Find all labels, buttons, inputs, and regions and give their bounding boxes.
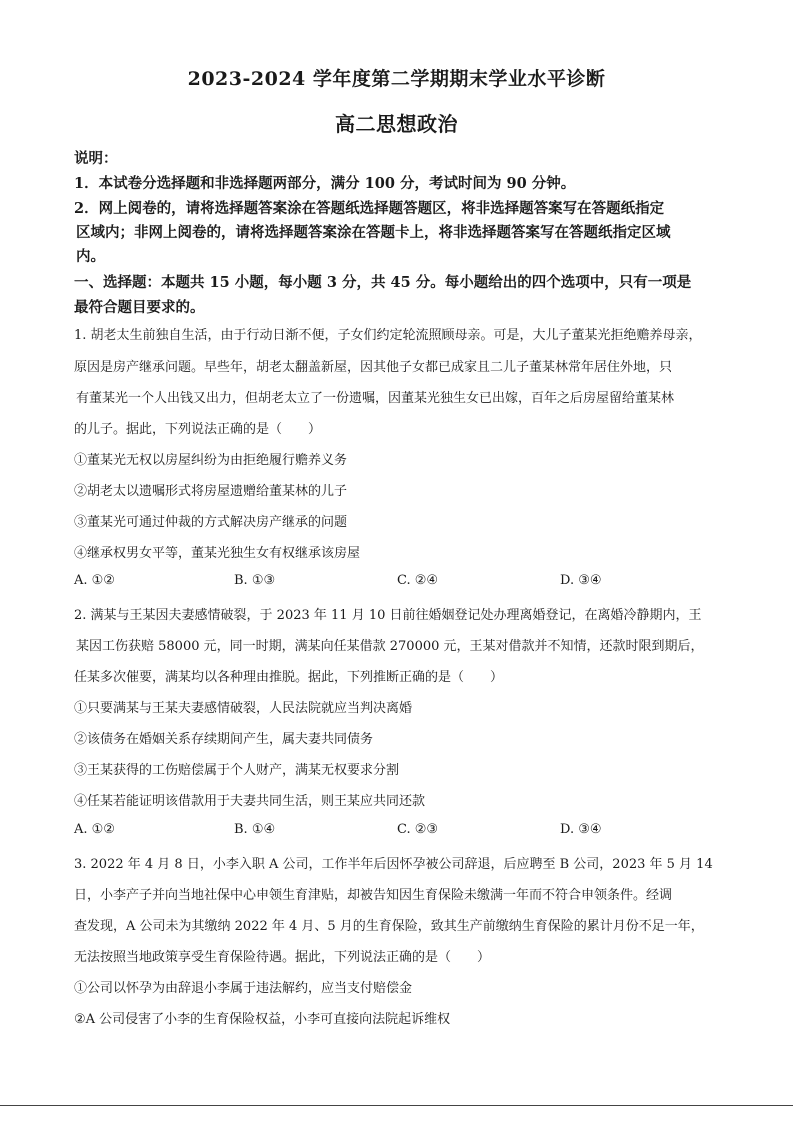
exam-subject: 高二思想政治 <box>335 112 458 136</box>
note-2-line-1: 2．网上阅卷的，请将选择题答案涂在答题纸选择题答题区，将非选择题答案写在答题纸指定 <box>74 200 665 217</box>
q1-stem-line-4: 的儿子。据此，下列说法正确的是（ ） <box>74 422 322 437</box>
q2-option-d[interactable]: D. ③④ <box>560 822 602 837</box>
q2-option-b[interactable]: B. ①④ <box>234 822 276 837</box>
q1-option-a[interactable]: A. ①② <box>74 573 115 588</box>
q1-statement-1: ①董某光无权以房屋纠纷为由拒绝履行赡养义务 <box>74 453 348 468</box>
q1-stem-line-3: 有董某光一个人出钱又出力，但胡老太立了一份遗嘱，因董某光独生女已出嫁，百年之后房屋留给董某林 <box>76 391 675 406</box>
q2-stem-line-3: 任某多次催要，满某均以各种理由推脱。据此，下列推断正确的是（ ） <box>74 670 504 685</box>
q1-option-b[interactable]: B. ①③ <box>234 573 276 588</box>
section-heading-line-1: 一、选择题：本题共 15 小题，每小题 3 分，共 45 分。每小题给出的四个选项中，只有一项是 <box>74 274 692 291</box>
q3-stem-line-4: 无法按照当地政策享受生育保险待遇。据此，下列说法正确的是（ ） <box>74 950 491 965</box>
note-2-line-2: 区域内；非网上阅卷的，请将选择题答案涂在答题卡上，将非选择题答案写在答题纸指定区域 <box>76 224 671 241</box>
q2-stem-line-1: 2. 满某与王某因夫妻感情破裂，于 2023 年 11 月 10 日前往婚姻登记处办理离婚登记，在离婚冷静期内，王 <box>74 608 702 623</box>
q2-statement-1: ①只要满某与王某夫妻感情破裂，人民法院就应当判决离婚 <box>74 701 413 716</box>
q1-statement-2: ②胡老太以遗嘱形式将房屋遗赠给董某林的儿子 <box>74 484 348 499</box>
q3-stem-line-2: 日，小李产子并向当地社保中心申领生育津贴，却被告知因生育保险未缴满一年而不符合申领条件。经调 <box>74 888 673 903</box>
q1-stem-line-1: 1. 胡老太生前独自生活，由于行动日渐不便，子女们约定轮流照顾母亲。可是，大儿子董某光拒绝赡养母亲， <box>74 328 702 343</box>
notes-label: 说明： <box>74 150 118 167</box>
section-heading-line-2: 最符合题目要求的。 <box>74 299 205 316</box>
note-2-line-3: 内。 <box>76 248 105 265</box>
q3-stem-line-3: 查发现，A 公司未为其缴纳 2022 年 4 月、5 月的生育保险，致其生产前缴纳生育保险的累计月份不足一年， <box>74 919 704 934</box>
q2-stem-line-2: 某因工伤获赔 58000 元，同一时期，满某向任某借款 270000 元，王某对借款并不知情，还款时限到期后， <box>76 639 704 654</box>
q2-option-c[interactable]: C. ②③ <box>397 822 439 837</box>
q1-option-c[interactable]: C. ②④ <box>397 573 439 588</box>
q1-statement-4: ④继承权男女平等，董某光独生女有权继承该房屋 <box>74 546 361 561</box>
q1-statement-3: ③董某光可通过仲裁的方式解决房产继承的问题 <box>74 515 348 530</box>
q2-option-a[interactable]: A. ①② <box>74 822 115 837</box>
q3-statement-2: ②A 公司侵害了小李的生育保险权益，小李可直接向法院起诉维权 <box>74 1012 451 1027</box>
note-1: 1．本试卷分选择题和非选择题两部分，满分 100 分，考试时间为 90 分钟。 <box>74 175 576 192</box>
q1-stem-line-2: 原因是房产继承问题。早些年，胡老太翻盖新屋，因其他子女都已成家且二儿子董某林常年居住外地，只 <box>74 360 673 375</box>
q1-option-d[interactable]: D. ③④ <box>560 573 602 588</box>
q3-stem-line-1: 3. 2022 年 4 月 8 日，小李入职 A 公司，工作半年后因怀孕被公司辞退，后应聘至 B 公司，2023 年 5 月 14 <box>74 857 713 872</box>
q2-statement-3: ③王某获得的工伤赔偿属于个人财产，满某无权要求分割 <box>74 763 400 778</box>
q3-statement-1: ①公司以怀孕为由辞退小李属于违法解约，应当支付赔偿金 <box>74 981 413 996</box>
q2-statement-4: ④任某若能证明该借款用于夫妻共同生活，则王某应共同还款 <box>74 794 426 809</box>
q2-statement-2: ②该债务在婚姻关系存续期间产生，属夫妻共同债务 <box>74 732 374 747</box>
exam-title: 2023-2024 学年度第二学期期末学业水平诊断 <box>187 68 606 90</box>
page-bottom-rule <box>0 1105 793 1106</box>
